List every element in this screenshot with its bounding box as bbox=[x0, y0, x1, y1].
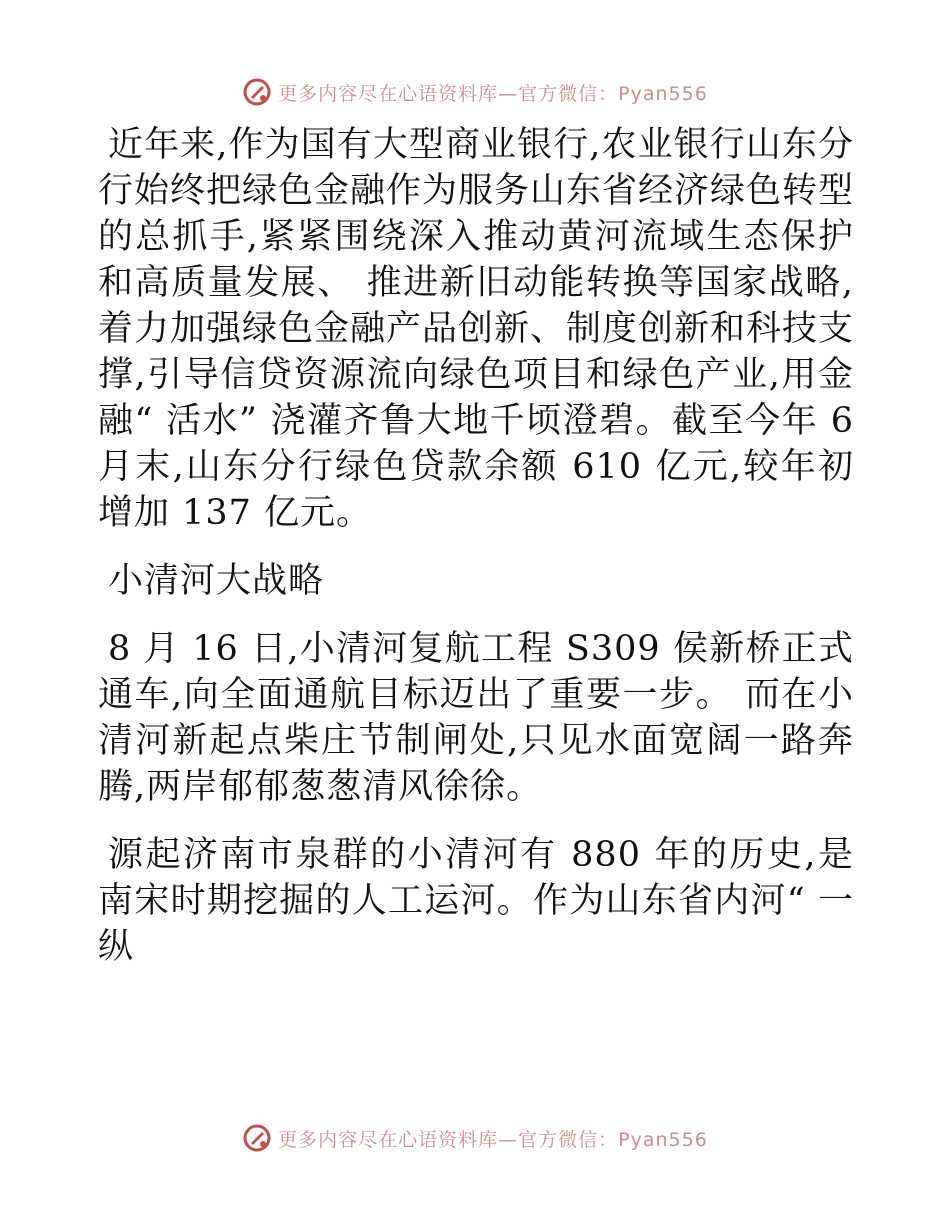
banner-text: 更多内容尽在心语资料库—官方微信：Pyan556 bbox=[278, 82, 708, 105]
document-body bbox=[98, 122, 854, 992]
paragraph-navigation: 8 月 16 日,小清河复航工程 S309 侯新桥正式通车,向全面通航目标迈出了重要一步。 而在小清河新起点柴庄节制闸处,只见水面宽阔一路奔腾,两岸郁郁葱葱清风徐徐。 bbox=[98, 629, 854, 807]
header-banner bbox=[0, 72, 950, 112]
brand-logo-icon bbox=[242, 1123, 272, 1153]
footer-banner bbox=[0, 1118, 950, 1158]
section-heading: 小清河大战略 bbox=[108, 561, 325, 601]
paragraph-history: 源起济南市泉群的小清河有 880 年的历史,是南宋时期挖掘的人工运河。作为山东省内河“ 一纵 bbox=[98, 835, 854, 967]
brand-logo-icon bbox=[242, 77, 272, 107]
paragraph-intro: 近年来,作为国有大型商业银行,农业银行山东分行始终把绿色金融作为服务山东省经济绿色转型的总抓手,紧紧围绕深入推动黄河流域生态保护和高质量发展、 推进新旧动能转换等国家战略,着力加强绿色金融产品创新、制度创新和科技支撑,引导信贷资源流向绿色项目和绿色产业,用金融“ 活水” 浇灌齐鲁大地千顷澄碧。截至今年 6 月末,山东分行绿色贷款余额 610 亿元,较年初增加 137 亿元。 bbox=[98, 125, 855, 533]
banner-text: 更多内容尽在心语资料库—官方微信：Pyan556 bbox=[278, 1128, 708, 1151]
